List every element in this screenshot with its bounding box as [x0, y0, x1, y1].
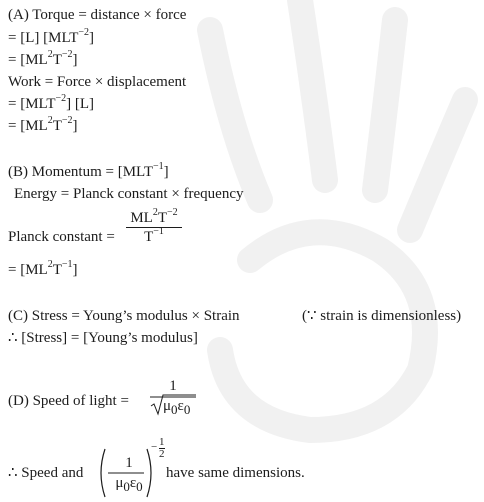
line-b-result: = $[ML^2T^{-1}]$ [8, 259, 78, 278]
fraction-numerator-d2: 1 [125, 455, 133, 471]
watermark-hand-logo [150, 0, 480, 460]
line-a-work: Work = Force × displacement [8, 74, 187, 90]
line-b-momentum: (B) Momentum = $[MLT^{-1}]$ [8, 161, 169, 180]
line-a-torque: (A) Torque = distance × force [8, 7, 187, 23]
exponent-minus-half: − 1 2 [151, 436, 165, 460]
line-c-stress: (C) Stress = Young’s modulus × Strain [8, 308, 240, 324]
fraction-planck [126, 207, 182, 245]
fraction-bar-d [150, 396, 196, 398]
line-a-torque-dim: = [L] $[MLT^{-2}]$ [8, 27, 95, 46]
line-b-energy: Energy = Planck constant × frequency [14, 186, 244, 202]
line-d-label: (D) Speed of light = [8, 393, 129, 409]
line-c-conclusion: ∴ [Stress] = [Young’s modulus] [8, 330, 198, 346]
fraction-denominator-d2: $\mu_0\varepsilon_0$ [115, 475, 143, 494]
fraction-planck-denominator: $T^{-1}$ [144, 226, 164, 245]
fraction-numerator: 1 [169, 378, 177, 394]
line-b-planck-label: Planck constant = [8, 229, 115, 245]
line-a-work-result: = $[ML^2T^{-2}]$ [8, 115, 78, 134]
line-a-torque-result: = $[ML^2T^{-2}]$ [8, 49, 78, 68]
line-a-work-dim: = $[MLT^{-2}]$ [L] [8, 93, 95, 112]
line-d-conclusion-b: have same dimensions. [166, 465, 305, 481]
sqrt-denominator: $\mu_0\varepsilon_0$ [150, 394, 196, 416]
line-c-note: (∵ strain is dimensionless) [302, 308, 462, 324]
fraction-planck-numerator: $ML^2T^{-2}$ [130, 207, 178, 226]
line-d-conclusion-a: ∴ Speed and [8, 465, 84, 481]
fraction-mu-epsilon [108, 455, 150, 495]
